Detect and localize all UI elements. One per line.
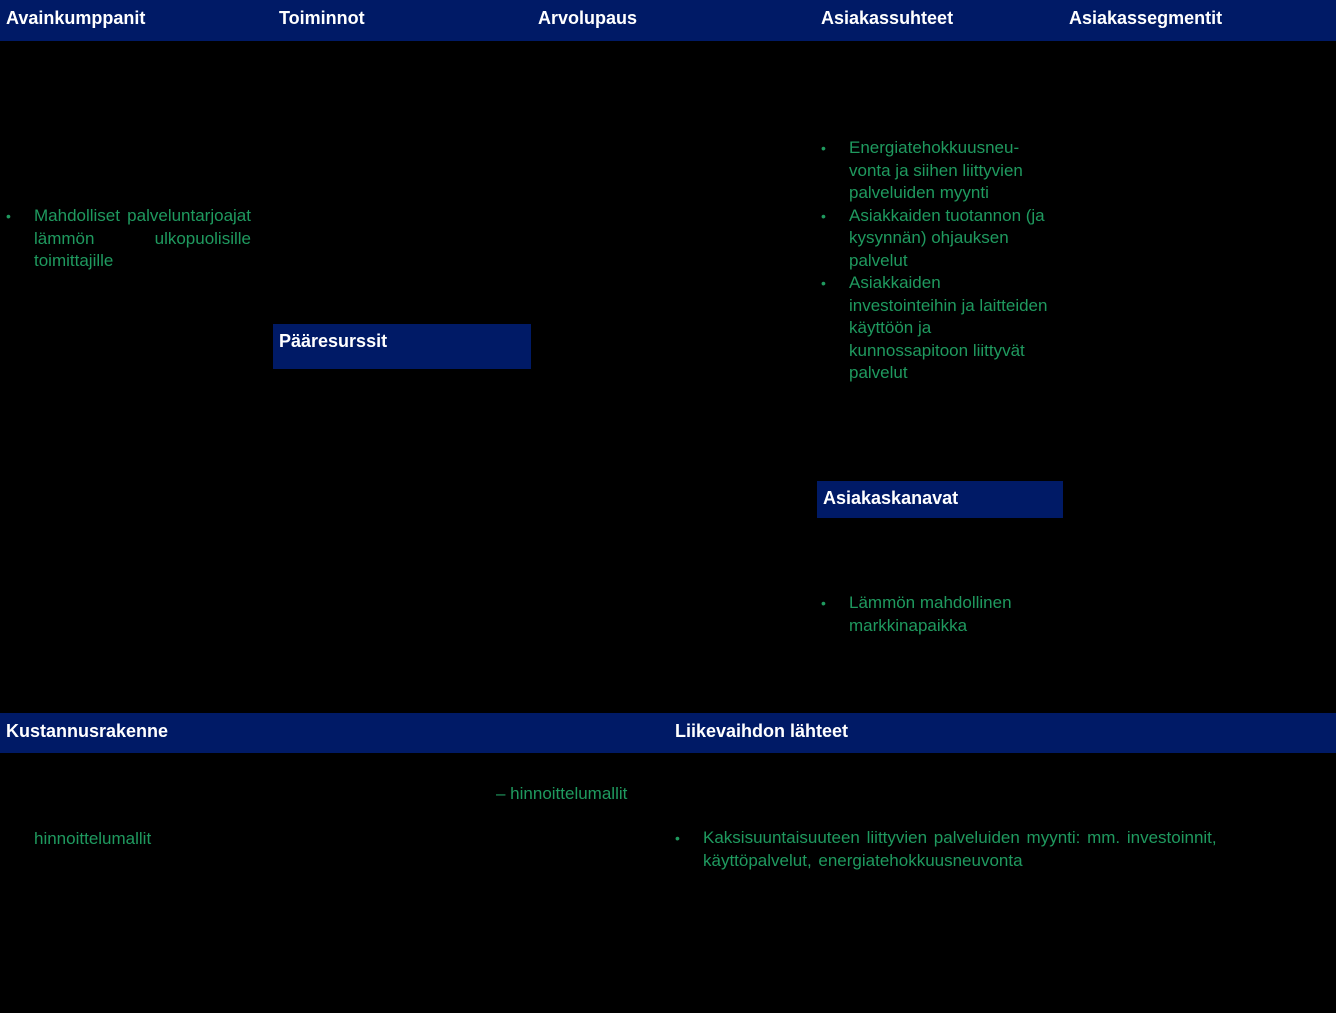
kustannusrakenne-text-right: – hinnoittelumallit xyxy=(496,784,628,803)
asiakassuhteet-item-text: Asiakkaiden investointeihin ja laitteiden käyttöön ja kunnossapitoon liittyvät palvelut xyxy=(849,273,1048,382)
list-item xyxy=(821,272,1056,385)
bullet-icon: • xyxy=(821,140,826,156)
bullet-icon: • xyxy=(6,208,11,224)
avainkumppanit-list xyxy=(6,205,251,273)
header-asiakassegmentit: Asiakassegmentit xyxy=(1069,8,1223,28)
header-arvolupaus: Arvolupaus xyxy=(538,8,638,28)
list-item xyxy=(821,205,1056,273)
list-item xyxy=(675,827,1275,872)
header-liikevaihdon-lahteet: Liikevaihdon lähteet xyxy=(675,721,849,741)
asiakaskanavat-item-text: Lämmön mahdollinen markkinapaikka xyxy=(849,593,1012,635)
bullet-icon: • xyxy=(821,207,826,224)
header-asiakaskanavat xyxy=(817,481,1063,518)
list-item xyxy=(821,137,1056,205)
header-toiminnot: Toiminnot xyxy=(279,8,365,28)
header-asiakassuhteet: Asiakassuhteet xyxy=(821,8,954,28)
kustannusrakenne-text-left: hinnoittelumallit xyxy=(34,829,152,848)
asiakassuhteet-list xyxy=(821,137,1056,385)
asiakaskanavat-list xyxy=(821,592,1041,637)
bullet-icon: • xyxy=(821,595,826,611)
bullet-icon: • xyxy=(821,275,826,291)
liikevaihdon-lahteet-item-text: Kaksisuuntaisuuteen liittyvien palveluiden myynti: mm. investoinnit, käyttöpalvelut, energiatehokkuusneuvonta xyxy=(703,828,1217,870)
bullet-icon: • xyxy=(675,830,680,846)
list-item xyxy=(821,592,1041,637)
avainkumppanit-item-text: Mahdolliset palveluntarjoajat lämmön ulkopuolisille toimittajille xyxy=(34,206,251,270)
asiakassuhteet-item-text: Asiakkaiden tuotannon (ja kysynnän) ohjauksen palvelut xyxy=(849,205,1045,270)
liikevaihdon-lahteet-list xyxy=(675,827,1275,872)
header-paaresurssit xyxy=(273,324,531,369)
list-item xyxy=(6,205,251,273)
header-paaresurssit-label: Pääresurssit xyxy=(279,331,388,351)
header-kustannusrakenne: Kustannusrakenne xyxy=(6,721,169,741)
header-asiakaskanavat-label: Asiakaskanavat xyxy=(823,488,959,508)
asiakassuhteet-item-text: Energiatehokkuusneu-vonta ja siihen liittyvien palveluiden myynti xyxy=(849,138,1023,202)
bottom-header-bar xyxy=(0,713,1336,753)
header-avainkumppanit: Avainkumppanit xyxy=(6,8,146,28)
